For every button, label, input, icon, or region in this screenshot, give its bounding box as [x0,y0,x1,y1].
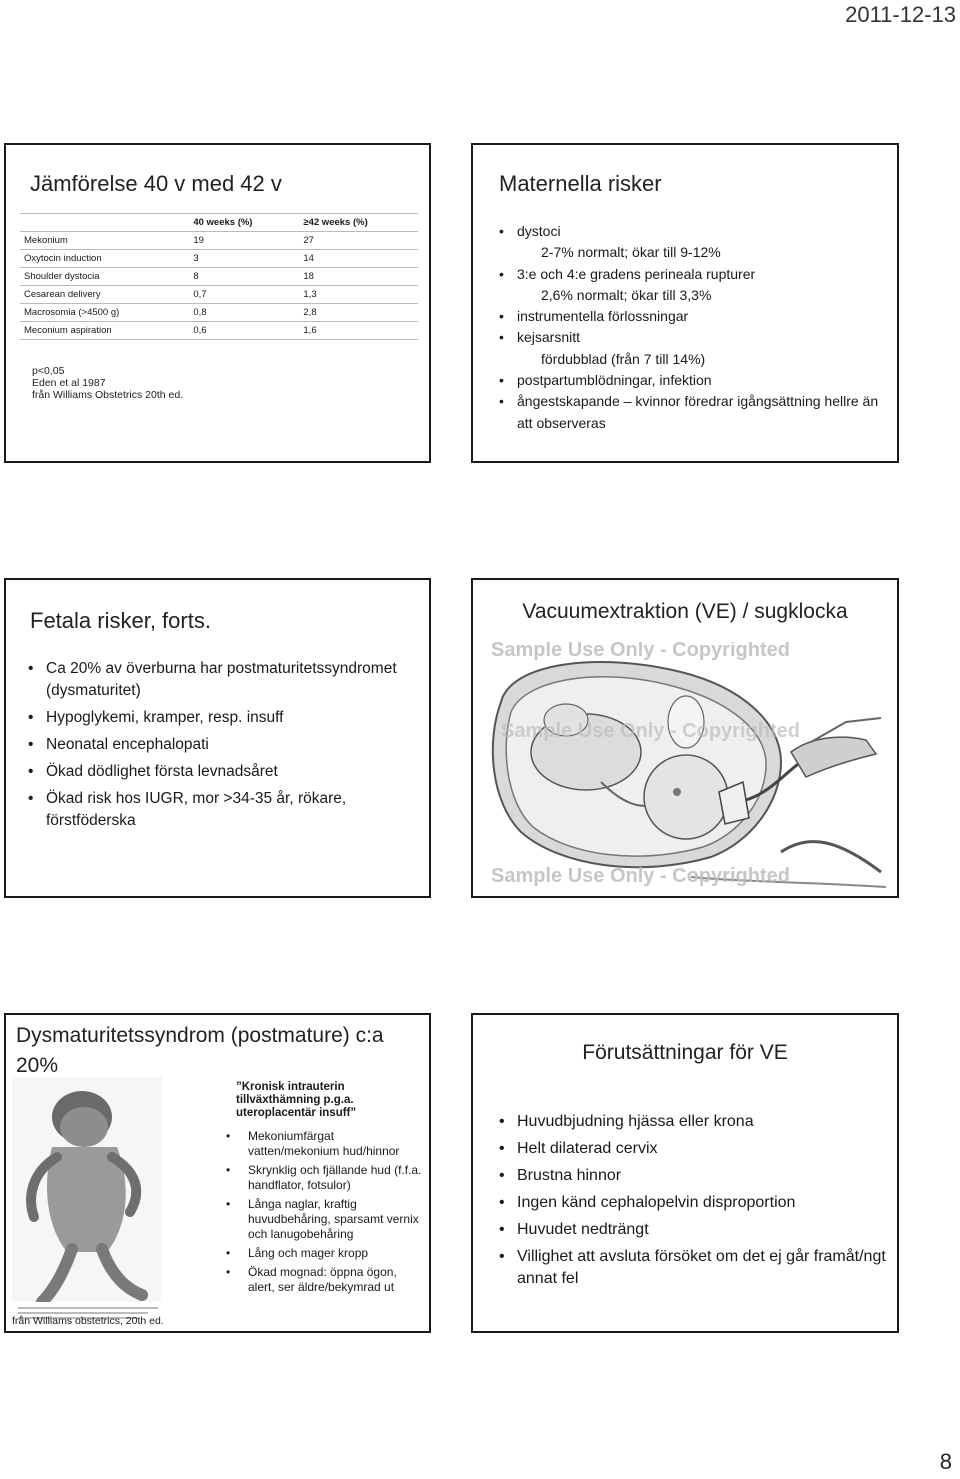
list-item: • Huvudbjudning hjässa eller krona [497,1111,887,1133]
table-cell: 27 [299,232,418,250]
table-cell: Oxytocin induction [20,250,189,268]
list-item: • 3:e och 4:e gradens perineala rupturer [497,264,892,285]
table-cell: 1,3 [299,286,418,304]
table-header-cell: 40 weeks (%) [189,214,299,232]
table-row [20,232,418,250]
header-date: 2011-12-13 [845,2,956,27]
slide-title: Förutsättningar för VE [582,1041,788,1064]
list-item: • ångestskapande – kvinnor föredrar igångsättning hellre än att observeras [497,391,892,434]
watermark-text: Sample Use Only - Copyrighted [491,865,790,887]
list-item: • Ökad dödlighet första levnadsåret [26,761,426,783]
list-item: • Ökad risk hos IUGR, mor >34-35 år, rökare, förstföderska [26,788,426,832]
slide-title: Fetala risker, forts. [30,608,211,633]
list-item: • Hypoglykemi, kramper, resp. insuff [26,707,426,729]
slide-prerequisites-ve [471,1013,899,1333]
table-cell: 19 [189,232,299,250]
table-row [20,322,418,340]
slide-title: Jämförelse 40 v med 42 v [30,171,282,196]
list-item: • Skrynklig och fjällande hud (f.f.a. handflator, fotsulor) [224,1163,424,1193]
list-item: • Ingen känd cephalopelvin disproportion [497,1192,887,1214]
bullet-list [26,658,426,837]
table-row [20,250,418,268]
table-header-cell [20,214,189,232]
table-cell: 8 [189,268,299,286]
table-notes [32,365,183,401]
slide-fetal-risks [4,578,431,898]
comparison-table [20,213,418,340]
list-item: • Helt dilaterad cervix [497,1138,887,1160]
list-subitem: 2,6% normalt; ökar till 3,3% [541,286,712,303]
slide-title: Maternella risker [499,171,662,196]
slide-title: Vacuumextraktion (VE) / sugklocka [522,600,848,623]
list-item: • Långa naglar, kraftig huvudbehåring, sparsamt vernix och lanugobehåring [224,1197,424,1242]
vacuum-extraction-illustration [481,642,886,892]
list-item: • Ökad mognad: öppna ögon, alert, ser äldre/bekymrad ut [224,1265,424,1295]
table-row [20,286,418,304]
table-cell: 14 [299,250,418,268]
table-row [20,304,418,322]
list-item: • dystoci [497,221,892,242]
list-subitem: 2-7% normalt; ökar till 9-12% [541,244,721,261]
bullet-list [224,1129,424,1299]
note-line: Eden et al 1987 [32,377,106,389]
list-item: • Villighet att avsluta försöket om det ej går framåt/ngt annat fel [497,1246,887,1290]
table-cell: 18 [299,268,418,286]
newborn-photo [12,1077,162,1325]
list-item: • kejsarsnitt [497,327,892,348]
slide-comparison-40-vs-42 [4,143,431,463]
table-header-row [20,214,418,232]
table-cell: Macrosomia (>4500 g) [20,304,189,322]
note-line: från Williams Obstetrics 20th ed. [32,389,184,401]
watermark-text: Sample Use Only - Copyrighted [491,642,790,661]
bullet-list [497,221,892,434]
list-item: • postpartumblödningar, infektion [497,370,892,391]
slide-subheading: ”Kronisk intrauterin tillväxthämning p.g.a. uteroplacentär insuff” [236,1081,357,1119]
table-cell: Cesarean delivery [20,286,189,304]
table-cell: 0,8 [189,304,299,322]
slide-maternal-risks [471,143,899,463]
photo-credit: från Williams obstetrics, 20th ed. [12,1315,164,1327]
table-cell: 1,6 [299,322,418,340]
table-cell: 2,8 [299,304,418,322]
list-item: • Brustna hinnor [497,1165,887,1187]
table-cell: 0,7 [189,286,299,304]
list-item: • instrumentella förlossningar [497,306,892,327]
slide-title: Dysmaturitetssyndrom (postmature) c:a 20% [16,1024,384,1077]
list-item: • Mekoniumfärgat vatten/mekonium hud/hinnor [224,1129,424,1159]
list-subitem: fördubblad (från 7 till 14%) [541,350,706,367]
slide-dysmaturity-syndrome [4,1013,431,1333]
table-cell: Meconium aspiration [20,322,189,340]
table-cell: Mekonium [20,232,189,250]
list-item: • Neonatal encephalopati [26,734,426,756]
note-line: p<0,05 [32,365,65,377]
table-header-cell: ≥42 weeks (%) [299,214,418,232]
table-cell: 3 [189,250,299,268]
bullet-list [497,1111,887,1295]
list-item: • Lång och mager kropp [224,1246,424,1261]
table-row [20,268,418,286]
page-number: 8 [939,1449,952,1474]
table-cell: Shoulder dystocia [20,268,189,286]
list-item: • Ca 20% av överburna har postmaturitetssyndromet (dysmaturitet) [26,658,426,702]
table-cell: 0,6 [189,322,299,340]
slide-vacuum-extraction [471,578,899,898]
watermark-text: Sample Use Only - Copyrighted [501,720,800,742]
list-item: • Huvudet nedträngt [497,1219,887,1241]
